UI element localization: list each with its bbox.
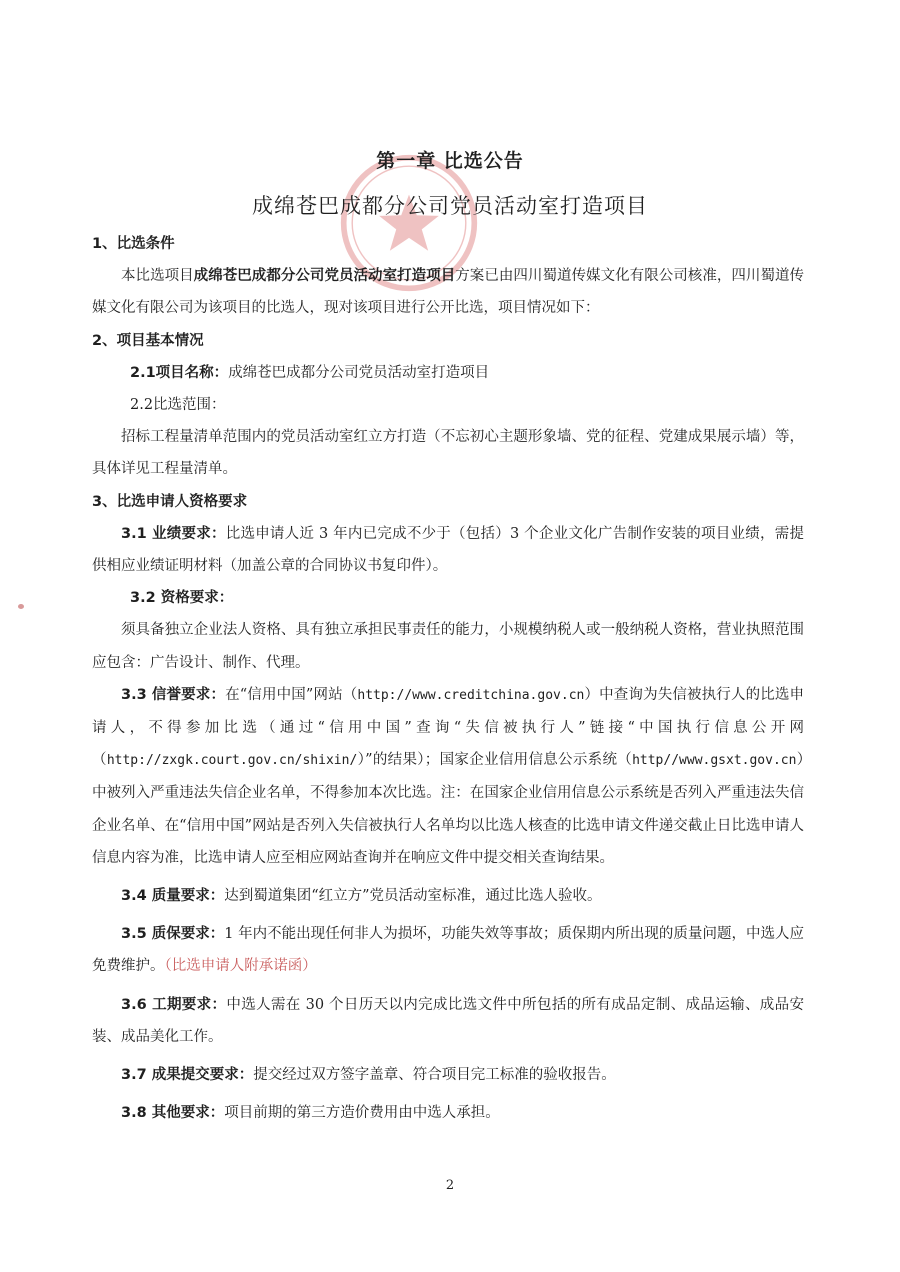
paragraph-scope: 招标工程量清单范围内的党员活动室红立方打造（不忘初心主题形象墙、党的征程、党建成果展示墙）等，具体详见工程量清单。: [92, 429, 804, 478]
section-heading-2: 2、项目基本情况: [92, 332, 204, 349]
credit-url-gsxt: http//www.gsxt.gov.cn: [632, 753, 797, 769]
credit-text-2: ）中查询为失信被执行人的比选申请人，不得参加比选（通过“信用中国”查询“失信被执行人”链接“中国执行信息公开网（: [92, 686, 805, 769]
section-heading-3: 3、比选申请人资格要求: [92, 493, 248, 510]
project-name-value: 成绵苍巴成都分公司党员活动室打造项目: [228, 364, 490, 381]
credit-url-creditchina: http://www.creditchina.gov.cn: [357, 687, 585, 703]
performance-text: 比选申请人近 3 年内已完成不少于（包括）3 个企业文化广告制作安装的项目业绩，需提供相应业绩证明材料（加盖公章的合同协议书复印件）。: [92, 525, 804, 575]
period-text: 中选人需在 30 个日历天以内完成比选文件中所包括的所有成品定制、成品运输、成品安装、成品美化工作。: [92, 996, 805, 1045]
project-title: 成绵苍巴成都分公司党员活动室打造项目: [252, 194, 648, 218]
item-credit: [92, 679, 804, 874]
project-name-label: 2.1项目名称：: [130, 364, 229, 381]
submission-text: 提交经过双方签字盖章、符合项目完工标准的验收报告。: [253, 1067, 616, 1084]
page-number: 2: [445, 1178, 455, 1193]
warranty-note: （比选申请人附承诺函）: [164, 958, 317, 975]
qualification-label: 3.2 资格要求：: [130, 590, 234, 607]
chapter-heading: 第一章 比选公告: [376, 150, 524, 172]
quality-label: 3.4 质量要求：: [121, 888, 225, 905]
performance-label: 3.1 业绩要求：: [121, 525, 226, 542]
warranty-label: 3.5 质保要求：: [121, 926, 225, 943]
submission-label: 3.7 成果提交要求：: [121, 1067, 254, 1084]
period-label: 3.6 工期要求：: [121, 996, 227, 1013]
item-other: [92, 1097, 804, 1129]
quality-text: 达到蜀道集团“红立方”党员活动室标准，通过比选人验收。: [224, 888, 602, 905]
item-project-name: [92, 357, 804, 389]
section-heading-1: 1、比选条件: [92, 236, 175, 252]
item-scope-label: [92, 389, 804, 421]
item-quality: [92, 880, 804, 912]
warranty-text: 1 年内不能出现任何非人为损坏，功能失效等事故；质保期内所出现的质量问题，中选人应免费维护。: [92, 926, 804, 975]
credit-text-1: 在“信用中国”网站（: [225, 686, 358, 703]
other-label: 3.8 其他要求：: [121, 1105, 225, 1122]
paragraph-qualification: 须具备独立企业法人资格、具有独立承担民事责任的能力，小规模纳税人或一般纳税人资格，营业执照范围应包含：广告设计、制作、代理。: [92, 622, 804, 671]
other-text: 项目前期的第三方造价费用由中选人承担。: [224, 1105, 500, 1122]
conditions-text-c: 方案已由四川蜀道传媒文化有限公司核准，四川蜀道传媒文化有限公司为该项目的比选人，现对该项目进行公开比选，项目情况如下：: [92, 268, 805, 317]
credit-text-3: ）”的结果）；国家企业信用信息公示系统（: [357, 752, 633, 769]
scope-label: 2.2比选范围：: [130, 397, 226, 414]
item-submission: [92, 1059, 804, 1091]
credit-label: 3.3 信誉要求：: [121, 686, 226, 703]
item-period: [92, 989, 804, 1053]
item-performance: [92, 518, 804, 582]
credit-url-zxgk: http://zxgk.court.gov.cn/shixin/: [106, 753, 358, 769]
credit-text-4: ）中被列入严重违法失信企业名单，不得参加本次比选。注：在国家企业信用信息公示系统是否列入严重违法失信企业名单、在“信用中国”网站是否列入失信被执行人名单均以比选人核查的比选申请文件递交截止日比选申请人信息内容为准，比选申请人应至相应网站查询并在响应文件中提交相关查询结果。: [92, 752, 805, 866]
document-body: [92, 228, 804, 1129]
conditions-text-a: 本比选项目: [121, 268, 194, 285]
paragraph-conditions: [92, 260, 804, 324]
item-warranty: [92, 918, 804, 982]
conditions-project-name: 成绵苍巴成都分公司党员活动室打造项目: [193, 268, 456, 285]
scan-speck: [18, 604, 24, 609]
item-qualification-label: [92, 582, 804, 614]
